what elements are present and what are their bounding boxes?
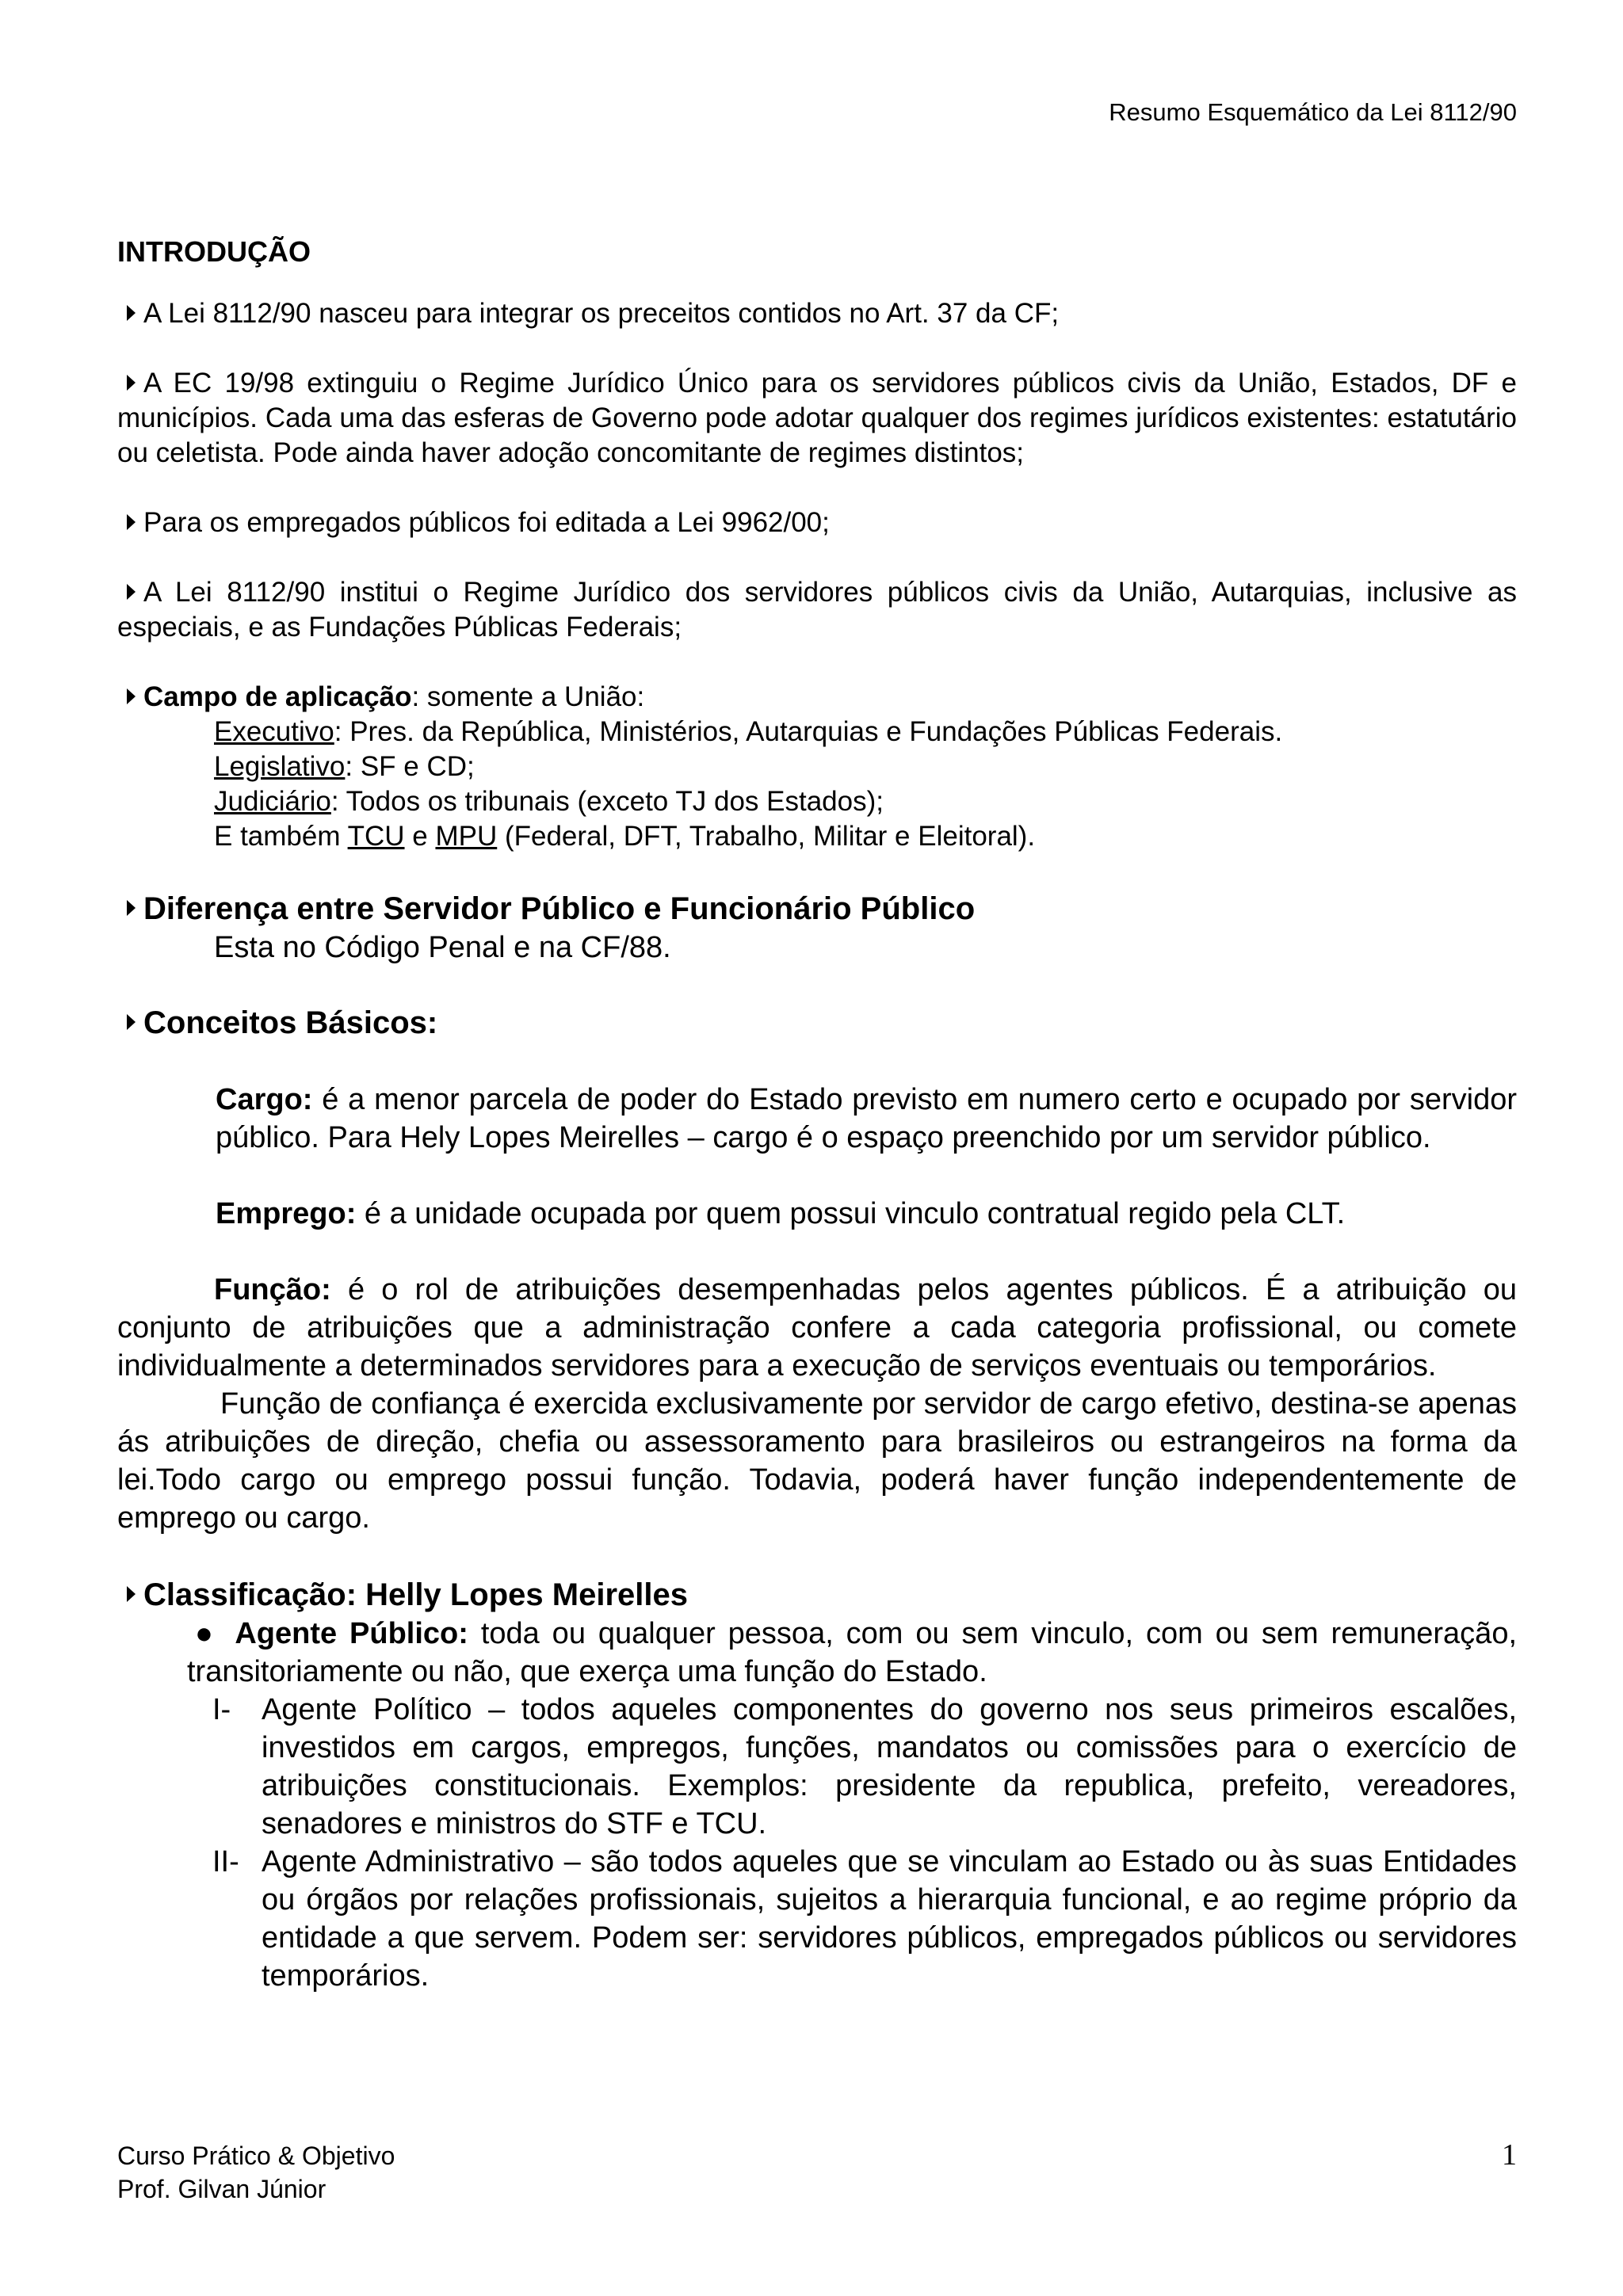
- classification-item: II- Agente Administrativo – são todos aqueles que se vinculam ao Estado ou às suas Entidades ou órgãos por relações profissionais, sujeitos a hierarquia funcional, e ao regime próprio da entidade a que servem. Podem ser: servidores públicos, empregados públicos ou servidores temporários.: [212, 1845, 1517, 1993]
- agente-publico-definition: ● Agente Público: toda ou qualquer pessoa, com ou sem vinculo, com ou sem remuneração, transitoriamente ou não, que exerça uma função do Estado.: [187, 1617, 1518, 1688]
- section-title-introducao: INTRODUÇÃO: [117, 235, 311, 268]
- intro-paragraph-3: Para os empregados públicos foi editada a Lei 9962/00;: [117, 505, 1517, 540]
- scope-legislativo: Legislativo: SF e CD;: [214, 751, 475, 782]
- intro-paragraph-2: A EC 19/98 extinguiu o Regime Jurídico Único para os servidores públicos civis da União, Estados, DF e municípios. Cada uma das esferas de Governo pode adotar qualquer dos regimes jurídicos existentes: estatutário ou celetista. Pode ainda haver adoção concomitante de regimes distintos;: [117, 368, 1517, 468]
- arrow-bullet-icon: [127, 688, 136, 704]
- intro-paragraph-1: A Lei 8112/90 nasceu para integrar os preceitos contidos no Art. 37 da CF;: [117, 296, 1517, 331]
- concept-cargo: Cargo: é a menor parcela de poder do Estado previsto em numero certo e ocupado por servidor público. Para Hely Lopes Meirelles – cargo é o espaço preenchido por um servidor público.: [216, 1083, 1517, 1154]
- page-number: 1: [1502, 2138, 1517, 2172]
- classification-section: [117, 1575, 1517, 1995]
- arrow-bullet-icon: [127, 1014, 136, 1030]
- arrow-bullet-icon: [127, 900, 136, 916]
- scope-also: E também TCU e MPU (Federal, DFT, Trabalho, Militar e Eleitoral).: [214, 821, 1036, 852]
- classification-item: I- Agente Político – todos aqueles componentes do governo nos seus primeiros escalões, investidos em cargos, empregos, funções, mandatos ou comissões para o exercício de atribuições constitucionais. Exemplos: presidente da republica, prefeito, vereadores, senadores e ministros do STF e TCU.: [212, 1693, 1517, 1840]
- concept-funcao-confianca: Função de confiança é exercida exclusivamente por servidor de cargo efetivo, destina-se apenas ás atribuições de direção, chefia ou assessoramento para brasileiros ou estrangeiros na forma da lei.Todo cargo ou emprego possui função. Todavia, poderá haver função independentemente de emprego ou cargo.: [117, 1387, 1517, 1535]
- arrow-bullet-icon: [127, 375, 136, 391]
- arrow-bullet-icon: [127, 1586, 136, 1602]
- concept-emprego: Emprego: é a unidade ocupada por quem possui vinculo contratual regido pela CLT.: [216, 1197, 1346, 1230]
- classification-title: Classificação: Helly Lopes Meirelles: [117, 1575, 1517, 1615]
- scope-section: [117, 680, 1517, 854]
- footer: [117, 2139, 395, 2206]
- arrow-bullet-icon: [127, 514, 136, 530]
- concepts-title: Conceitos Básicos:: [117, 1003, 1517, 1043]
- arrow-bullet-icon: [127, 584, 136, 600]
- bullet-dot-icon: ●: [195, 1617, 218, 1650]
- difference-text: Esta no Código Penal e na CF/88.: [214, 931, 671, 964]
- footer-course: Curso Prático & Objetivo: [117, 2142, 395, 2170]
- arrow-bullet-icon: [127, 305, 136, 321]
- intro-paragraph-4: A Lei 8112/90 institui o Regime Jurídico dos servidores públicos civis da União, Autarquias, inclusive as especiais, e as Fundações Públicas Federais;: [117, 577, 1517, 643]
- running-header: Resumo Esquemático da Lei 8112/90: [1109, 98, 1517, 126]
- concept-funcao: Função: é o rol de atribuições desempenhadas pelos agentes públicos. É a atribuição ou conjunto de atribuições que a administração confere a cada categoria profissional, ou comete individualmente a determinados servidores para a execução de serviços eventuais ou temporários.: [117, 1273, 1517, 1383]
- difference-title: Diferença entre Servidor Público e Funcionário Público: [117, 889, 1517, 929]
- difference-section: [117, 889, 1517, 967]
- footer-author: Prof. Gilvan Júnior: [117, 2175, 327, 2203]
- document-body: [117, 235, 1517, 1995]
- scope-heading: Campo de aplicação: somente a União:: [117, 680, 1517, 715]
- scope-executivo: Executivo: Pres. da República, Ministérios, Autarquias e Fundações Públicas Federais.: [214, 716, 1283, 747]
- scope-judiciario: Judiciário: Todos os tribunais (exceto TJ dos Estados);: [214, 786, 884, 817]
